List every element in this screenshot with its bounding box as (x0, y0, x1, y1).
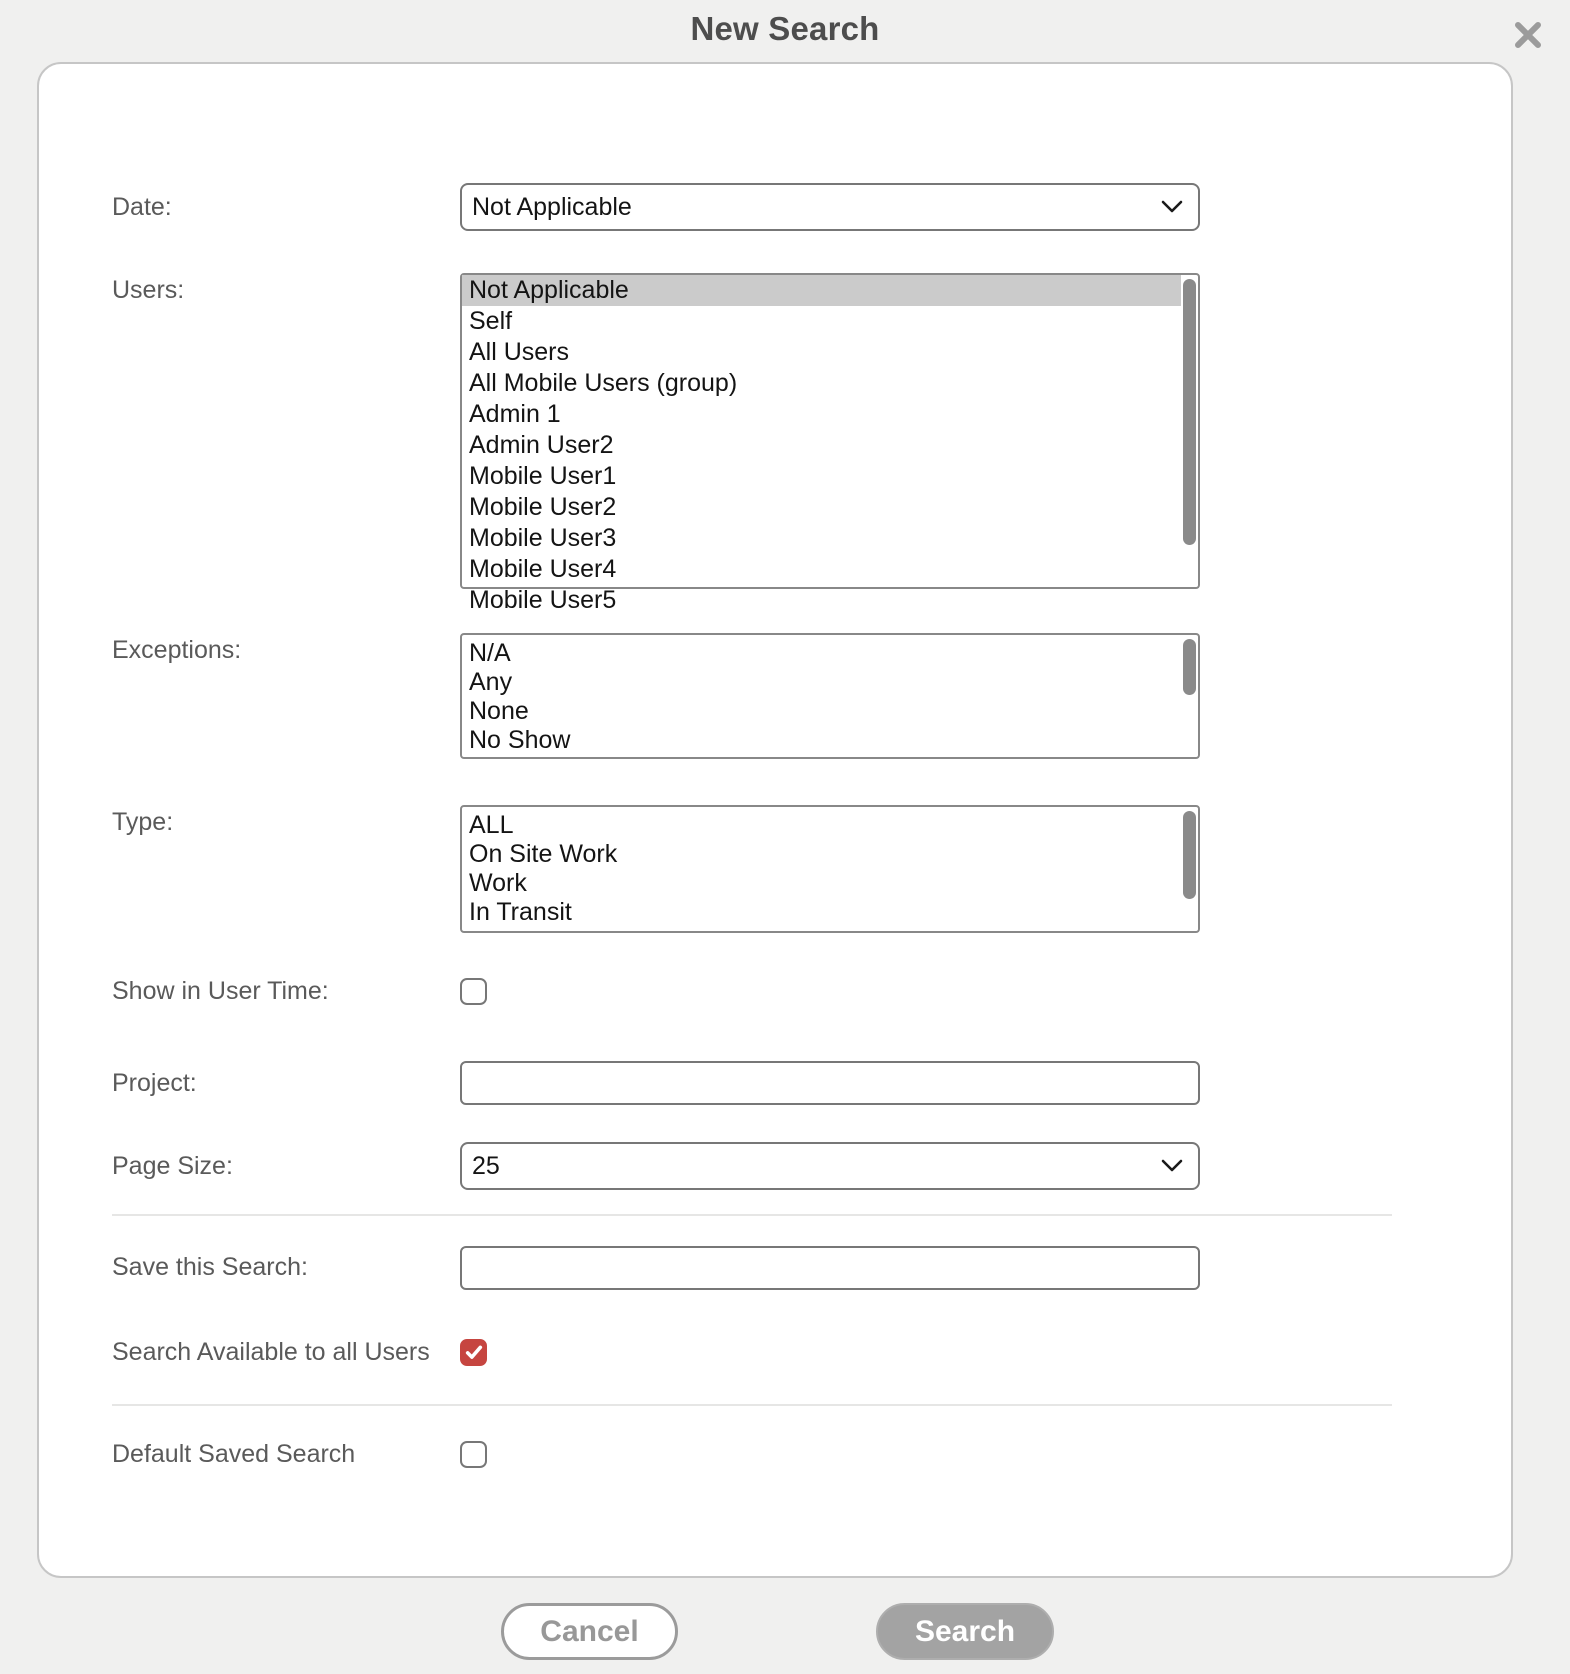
show-in-user-time-row (112, 977, 1511, 1005)
type-scrollbar-thumb[interactable] (1183, 811, 1196, 899)
users-option[interactable]: Mobile User4 (469, 555, 617, 583)
default-saved-checkbox[interactable] (460, 1441, 487, 1468)
search-available-label: Search Available to all Users (112, 1337, 430, 1366)
show-in-user-time-checkbox[interactable] (460, 978, 487, 1005)
close-button[interactable] (1510, 17, 1546, 53)
page-size-select[interactable] (460, 1142, 1200, 1190)
users-option[interactable]: Mobile User3 (469, 524, 617, 552)
page-size-row (112, 1144, 1511, 1188)
users-option[interactable]: Admin User2 (469, 431, 614, 459)
exceptions-option[interactable]: None (469, 697, 529, 725)
search-button[interactable]: Search (876, 1603, 1054, 1660)
users-label: Users: (112, 276, 185, 304)
show-in-user-time-label: Show in User Time: (112, 976, 329, 1005)
users-option[interactable]: Self (469, 307, 513, 335)
divider (112, 1404, 1392, 1406)
search-available-checkbox[interactable] (460, 1339, 487, 1366)
default-saved-label: Default Saved Search (112, 1439, 356, 1468)
type-listbox[interactable] (460, 805, 1200, 933)
save-search-row (112, 1245, 1511, 1290)
users-listbox[interactable] (460, 273, 1200, 614)
users-option[interactable]: All Users (469, 338, 570, 366)
type-label: Type: (112, 808, 174, 836)
type-row (112, 805, 1511, 933)
exceptions-option[interactable]: No Show (469, 726, 571, 754)
save-search-input[interactable] (460, 1246, 1200, 1290)
users-row (112, 273, 1511, 614)
users-option[interactable]: Not Applicable (462, 275, 1181, 306)
exceptions-scrollbar-thumb[interactable] (1183, 639, 1196, 695)
users-option[interactable]: Mobile User2 (469, 493, 617, 521)
cancel-button[interactable]: Cancel (501, 1603, 678, 1660)
divider (112, 1214, 1392, 1216)
project-label: Project: (112, 1068, 197, 1097)
date-select-value: Not Applicable (472, 192, 632, 221)
exceptions-label: Exceptions: (112, 636, 242, 664)
checkmark-icon (463, 1341, 485, 1363)
users-option[interactable]: All Mobile Users (group) (469, 369, 738, 397)
save-search-label: Save this Search: (112, 1253, 308, 1281)
exceptions-option[interactable]: Any (469, 668, 513, 696)
date-select[interactable] (460, 183, 1200, 231)
users-option[interactable]: Mobile User5 (469, 586, 617, 614)
project-row (112, 1061, 1511, 1105)
type-option[interactable]: On Site Work (469, 840, 618, 868)
users-option[interactable]: Mobile User1 (469, 462, 617, 490)
users-scrollbar-thumb[interactable] (1183, 279, 1196, 545)
users-option[interactable]: Admin 1 (469, 400, 561, 428)
exceptions-listbox[interactable] (460, 633, 1200, 759)
type-option[interactable]: ALL (469, 811, 514, 839)
date-row (112, 185, 1511, 229)
exceptions-option[interactable]: N/A (469, 639, 511, 667)
new-search-dialog (37, 62, 1513, 1578)
default-saved-row (112, 1440, 1511, 1468)
page-size-select-value: 25 (472, 1151, 500, 1180)
page-size-label: Page Size: (112, 1151, 233, 1180)
date-label: Date: (112, 192, 172, 221)
search-available-row (112, 1338, 1511, 1366)
exceptions-row (112, 633, 1511, 759)
chevron-down-icon (1160, 199, 1184, 215)
dialog-title: New Search (690, 10, 880, 47)
close-icon (1512, 19, 1544, 51)
type-option[interactable]: In Transit (469, 898, 572, 926)
type-option[interactable]: Work (469, 869, 527, 897)
project-input[interactable] (460, 1061, 1200, 1105)
chevron-down-icon (1160, 1158, 1184, 1174)
